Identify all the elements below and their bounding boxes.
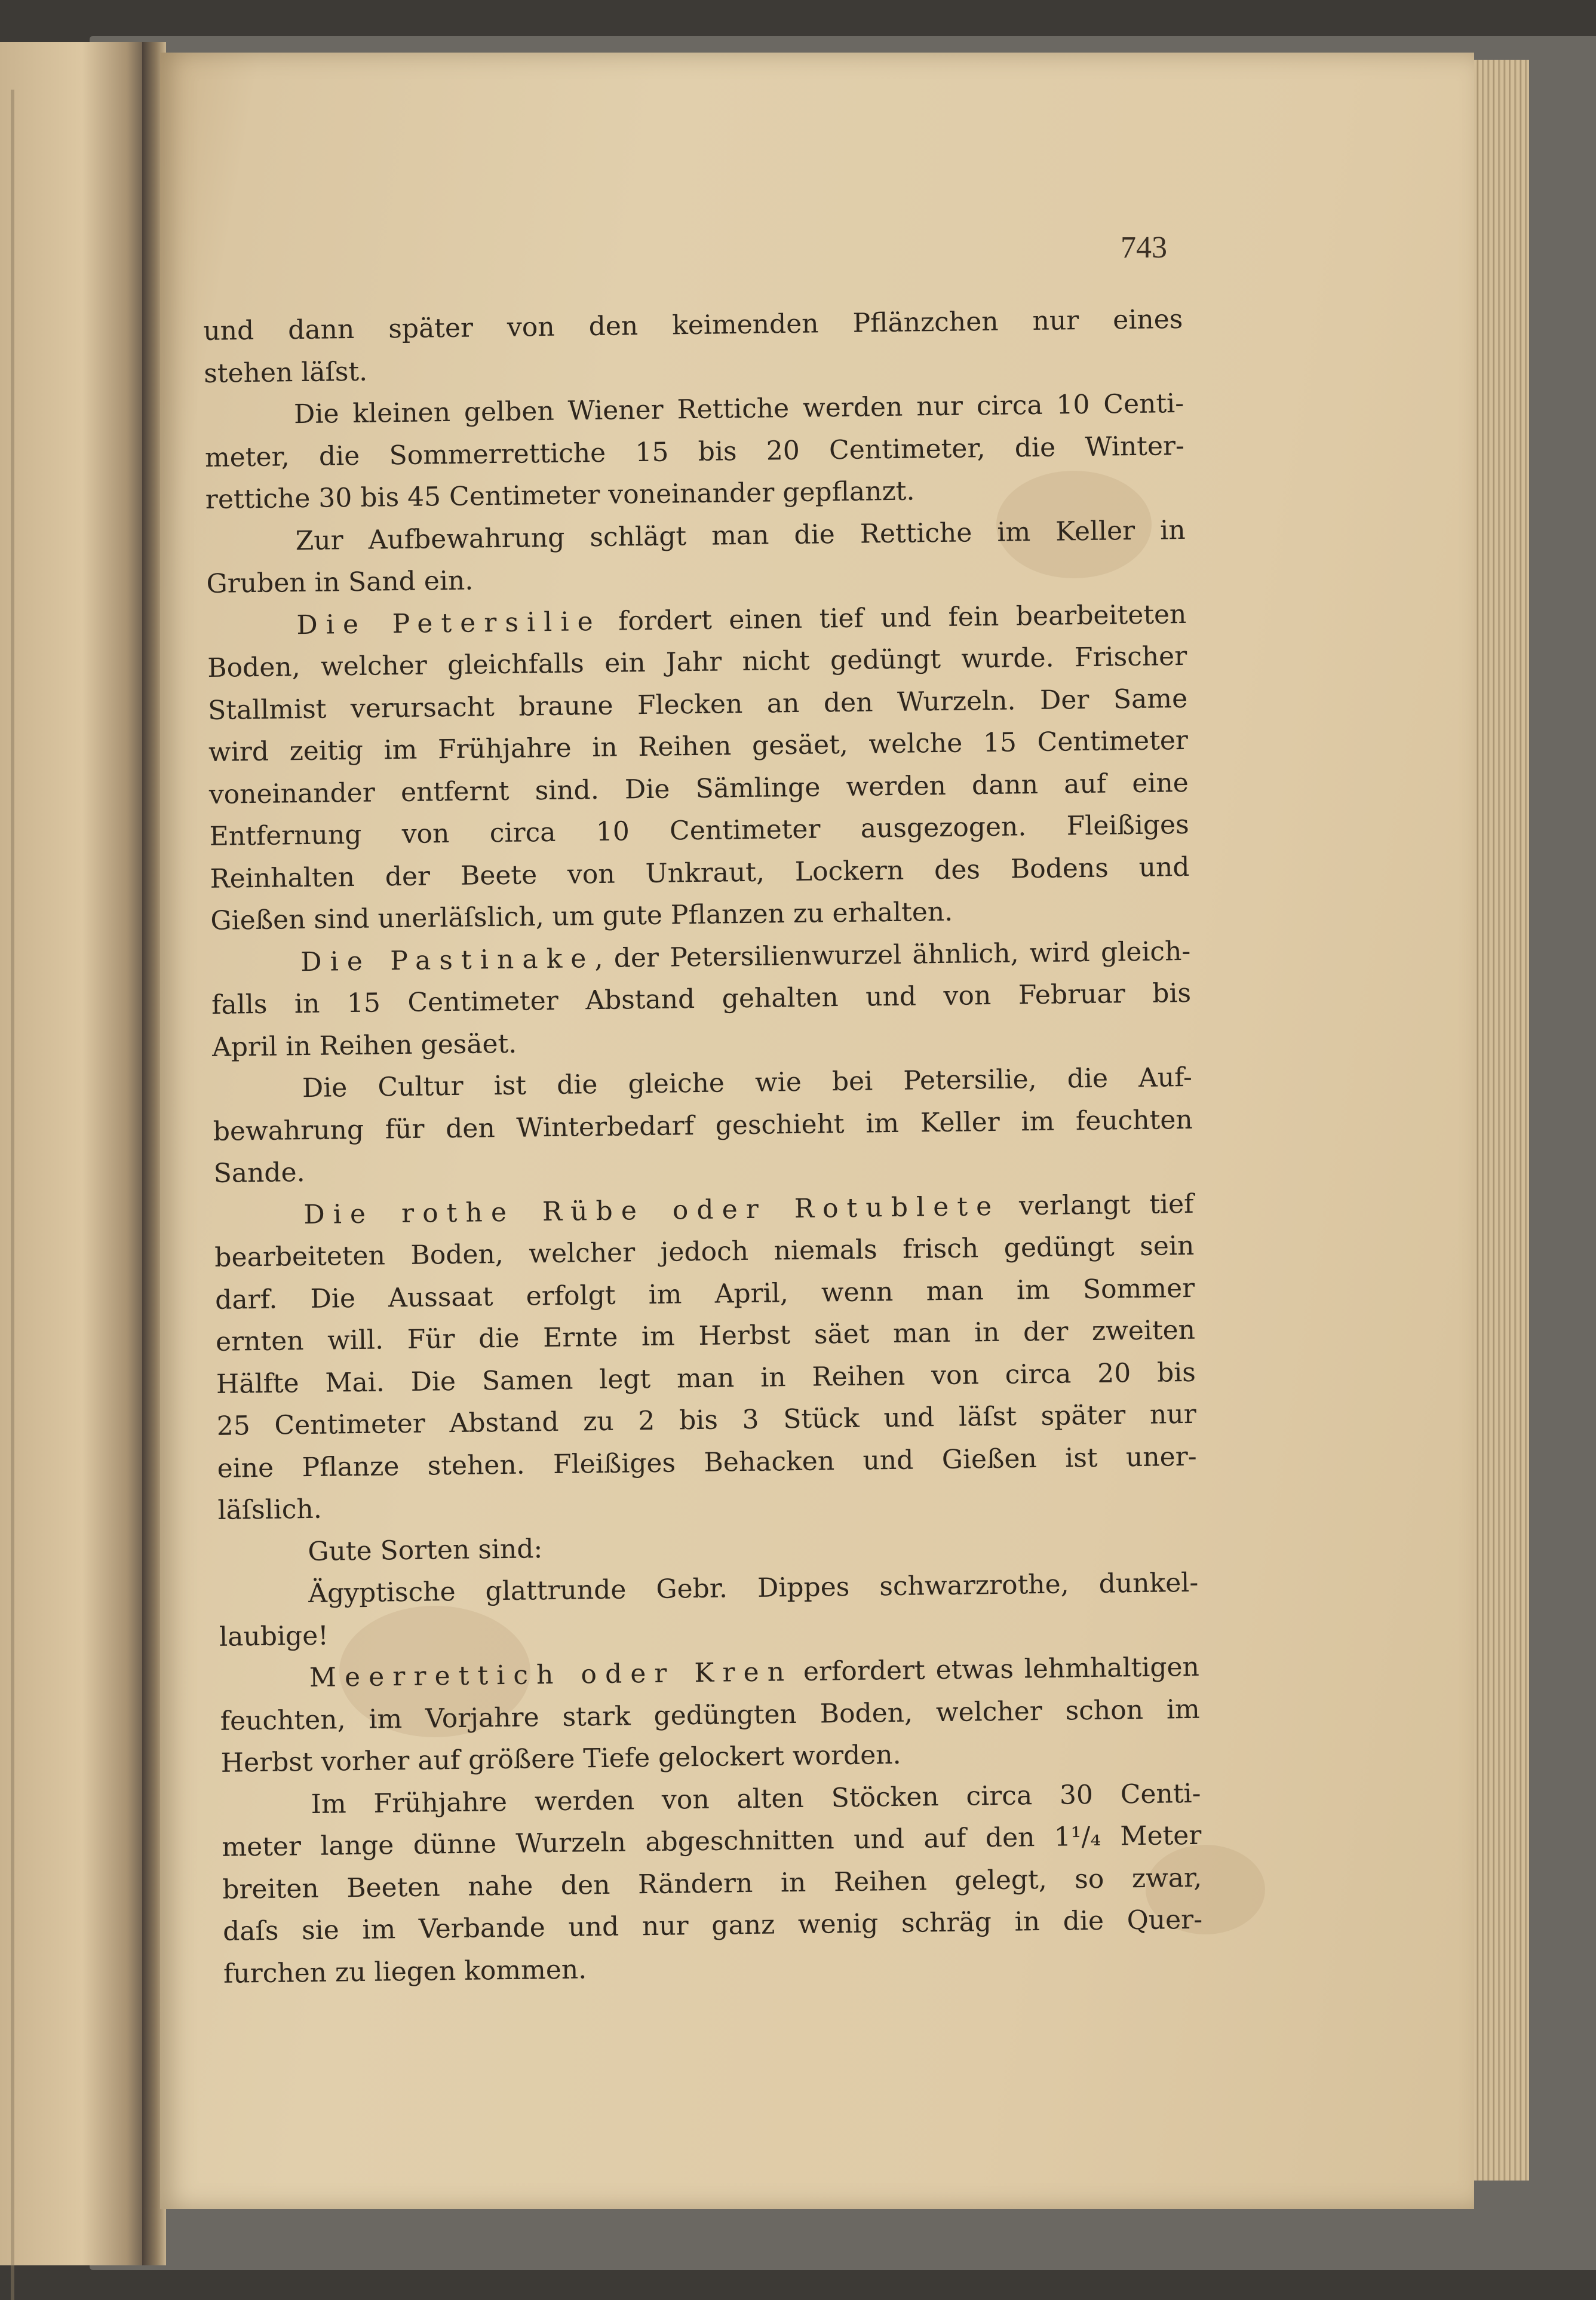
text-line: darf. Die Aussaat erfolgt im April, wenn man im Sommer (214, 1272, 1195, 1315)
text-line: Im Frühjahre werden von alten Stöcken circa 30 Centi- (311, 1778, 1201, 1820)
left-page-edge (0, 42, 149, 2265)
text-line-rest: , der Petersilienwurzel ähnlich, wird gleich- (594, 936, 1191, 974)
spaced-term: Meerrettich oder Kren (309, 1657, 793, 1693)
text-line-rest: verlangt tief (999, 1188, 1194, 1222)
text-line: wird zeitig im Frühjahre in Reihen gesäet, welche 15 Centimeter (208, 725, 1189, 768)
text-line: breiten Beeten nahe den Rändern in Reihen gelegt, so zwar, (222, 1862, 1202, 1905)
text-line: meter lange dünne Wurzeln abgeschnitten und auf den 1¹/₄ Meter (222, 1820, 1202, 1863)
text-line: 25 Centimeter Abstand zu 2 bis 3 Stück und läſst später nur (216, 1399, 1197, 1442)
text-line: Reinhalten der Beete von Unkraut, Lockern des Bodens und (210, 851, 1190, 894)
text-line: Zur Aufbewahrung schlägt man die Rettiche im Keller in (295, 514, 1186, 556)
text-line: voneinander entfernt sind. Die Sämlinge werden dann auf eine (208, 767, 1189, 810)
text-line-rest: erfordert etwas lehmhaltigen (792, 1651, 1200, 1688)
text-line: Die Cultur ist die gleiche wie bei Petersilie, die Auf- (302, 1062, 1193, 1104)
text-line: feuchten, im Vorjahre stark gedüngten Boden, welcher schon im (220, 1694, 1201, 1737)
text-line: daſs sie im Verbande und nur ganz wenig schräg in die Quer- (222, 1904, 1203, 1947)
text-line: Sande. (213, 1157, 305, 1189)
spaced-term: Die Petersilie (296, 606, 601, 640)
text-line: Gute Sorten sind: (308, 1533, 543, 1567)
text-line: April in Reihen gesäet. (211, 1028, 517, 1063)
text-line: laubige! (219, 1620, 329, 1652)
text-line: läſslich. (217, 1494, 323, 1526)
text-line: Boden, welcher gleichfalls ein Jahr nicht gedüngt wurde. Frischer (207, 640, 1187, 683)
text-line: Gießen sind unerläſslich, um gute Pflanzen zu erhalten. (210, 896, 953, 936)
text-line: Stallmist verursacht braune Flecken an den Wurzeln. Der Same (207, 683, 1188, 726)
text-line: Die kleinen gelben Wiener Rettiche werden nur circa 10 Centi- (293, 388, 1184, 430)
text-line: Entfernung von circa 10 Centimeter ausgezogen. Fleißiges (209, 809, 1189, 852)
text-line: eine Pflanze stehen. Fleißiges Behacken und Gießen ist uner- (217, 1441, 1197, 1484)
text-line: stehen läſst. (203, 356, 368, 389)
text-line: ernten will. Für die Ernte im Herbst säet man in der zweiten (215, 1314, 1196, 1357)
text-line: falls in 15 Centimeter Abstand gehalten und von Februar bis (211, 977, 1192, 1020)
text-line: Gruben in Sand ein. (206, 565, 474, 599)
text-line: Herbst vorher auf größere Tiefe gelockert worden. (220, 1739, 901, 1778)
page-number: 743 (1121, 231, 1167, 265)
text-line: Hälfte Mai. Die Samen legt man in Reihen von circa 20 bis (216, 1357, 1196, 1400)
text-line: und dann später von den keimenden Pflänzchen nur eines (203, 303, 1183, 346)
text-line: furchen zu liegen kommen. (223, 1954, 587, 1989)
text-line: bearbeiteten Boden, welcher jedoch niemals frisch gedüngt sein (214, 1230, 1195, 1273)
text-line: Ägyptische glattrunde Gebr. Dippes schwarzrothe, dunkel- (308, 1567, 1199, 1609)
page-body-text (203, 299, 1203, 1995)
text-line: rettiche 30 bis 45 Centimeter voneinander gepflanzt. (205, 476, 915, 515)
spaced-term: Die Pastinake (300, 943, 595, 977)
text-line: bewahrung für den Winterbedarf geschieht im Keller im feuchten (213, 1104, 1193, 1147)
text-line: meter, die Sommerrettiche 15 bis 20 Centimeter, die Winter- (204, 430, 1185, 473)
spaced-term: Die rothe Rübe oder Rotublete (303, 1191, 1000, 1230)
text-line-rest: fordert einen tief und fein bearbeiteten (601, 599, 1187, 637)
